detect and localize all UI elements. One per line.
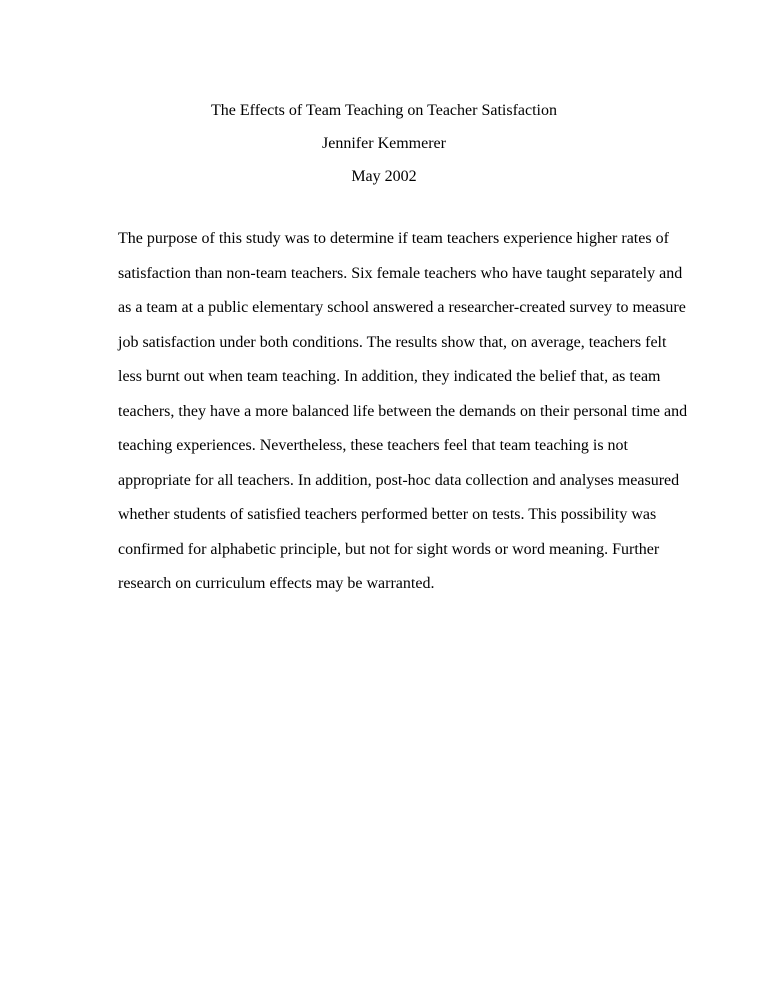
publication-date: May 2002 (351, 168, 417, 185)
abstract-paragraph (118, 222, 688, 602)
abstract-line: job satisfaction under both conditions. The results show that, on average, teachers felt (118, 333, 667, 351)
abstract-line: as a team at a public elementary school answered a researcher-created survey to measure (118, 299, 686, 316)
abstract-line: appropriate for all teachers. In addition, post-hoc data collection and analyses measured (118, 471, 680, 489)
abstract-line: less burnt out when team teaching. In addition, they indicated the belief that, as team (118, 368, 661, 385)
abstract-line: whether students of satisfied teachers performed better on tests. This possibility was (118, 506, 657, 523)
abstract-line: research on curriculum effects may be warranted. (118, 575, 435, 592)
abstract-line: teachers, they have a more balanced life between the demands on their personal time and (118, 402, 688, 420)
title-block (0, 94, 768, 193)
abstract-line: teaching experiences. Nevertheless, these teachers feel that team teaching is not (118, 437, 628, 454)
abstract-line: satisfaction than non-team teachers. Six female teachers who have taught separately and (118, 264, 683, 282)
author-name: Jennifer Kemmerer (322, 135, 446, 152)
abstract-line: The purpose of this study was to determine if team teachers experience higher rates of (118, 230, 669, 247)
abstract-line: confirmed for alphabetic principle, but not for sight words or word meaning. Further (118, 540, 660, 558)
paper-title: The Effects of Team Teaching on Teacher Satisfaction (211, 102, 557, 119)
